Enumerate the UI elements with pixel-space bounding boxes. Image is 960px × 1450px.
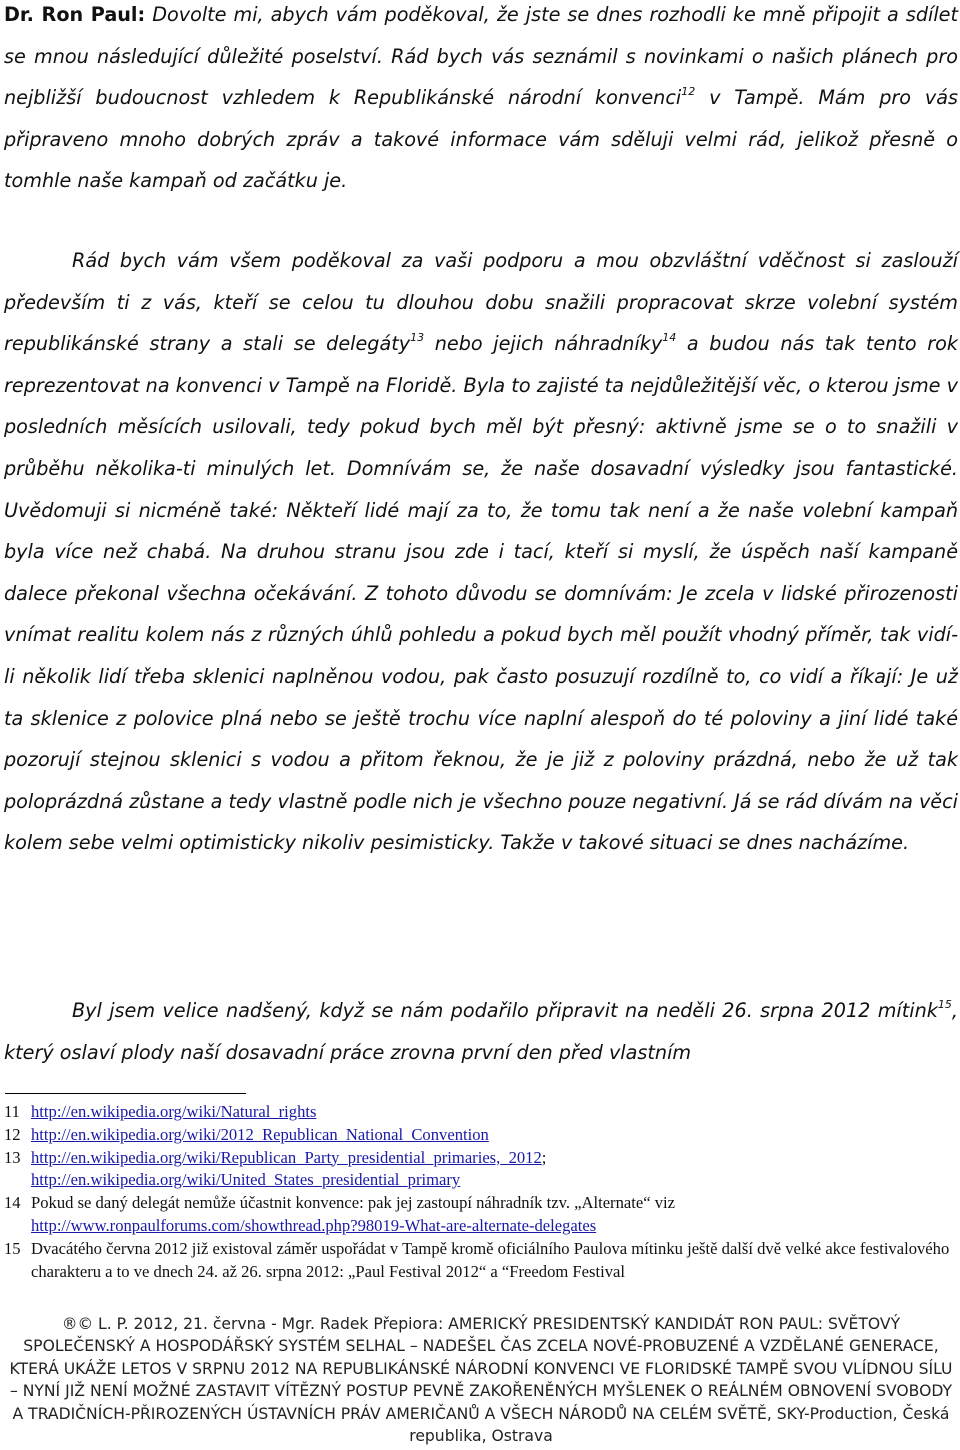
footnote-number: 11: [4, 1102, 20, 1121]
intro-paragraph: [4, 0, 958, 202]
footnote-13: [4, 1147, 958, 1193]
footnote-separator: [5, 1093, 246, 1094]
page-footer: ®© L. P. 2012, 21. června - Mgr. Radek Přepiora: AMERICKÝ PRESIDENTSKÝ KANDIDÁT RON PAUL: SVĚTOVÝ SPOLEČENSKÝ A HOSPODÁŘSKÝ SYSTÉM SELHAL – NADEŠEL ČAS ZCELA NOVÉ-PROBUZENÉ A VZDĚLANÉ GENERACE, KTERÁ UKÁŽE LETOS V SRPNU 2012 NA REPUBLIKÁNSKÉ NÁRODNÍ KONVENCI VE FLORIDSKÉ TAMPĚ SVOU VLÍDNOU SÍLU – NYNÍ JIŽ NENÍ MOŽNÉ ZASTAVIT VÍTĚZNÝ POSTUP PEVNĚ ZAKOŘENĚNÝCH MYŠLENEK O REÁLNÉM OBNOVENÍ SVOBODY A TRADIČNÍCH-PŘIROZENÝCH ÚSTAVNÍCH PRÁV AMERIČANŮ A VŠECH NÁRODŮ NA CELÉM SVĚTĚ, SKY-Production, Česká republika, Ostrava: [9, 1315, 953, 1446]
footnote-12: [4, 1124, 958, 1147]
footnote-link[interactable]: http://en.wikipedia.org/wiki/Natural_rights: [31, 1102, 317, 1121]
footnote-14: [4, 1192, 958, 1238]
footnotes: [4, 1101, 958, 1283]
footnote-number: 14: [4, 1193, 21, 1213]
footnote-link-2[interactable]: http://en.wikipedia.org/wiki/United_States_presidential_primary: [31, 1170, 461, 1190]
footnote-link[interactable]: http://en.wikipedia.org/wiki/2012_Republican_National_Convention: [31, 1124, 489, 1144]
footnote-number: 13: [4, 1147, 21, 1167]
footnote-separator-char: ;: [541, 1147, 547, 1167]
p2-text-a: Rád bych vám všem poděkoval za vaši podporu a mou obzvláštní vděčnost si zaslouží především ti z vás, kteří se celou tu dlouhou dobu snažili propracovat skrze volební systém republikánské strany a stali se delegáty: [4, 249, 958, 356]
footnote-link[interactable]: http://en.wikipedia.org/wiki/Republican_Party_presidential_primaries,_2012: [31, 1147, 542, 1167]
footnote-11: [4, 1101, 958, 1124]
intro-text-b: v Tampě. Mám pro vás připraveno mnoho dobrých zpráv a takové informace vám sděluji velmi rád, jelikož přesně o tomhle naše kampaň od začátku je.: [4, 86, 958, 193]
footnote-number: 12: [4, 1124, 21, 1144]
footnote-ref-13[interactable]: 13: [410, 331, 425, 345]
footnote-15: [4, 1238, 958, 1284]
p3-text-b: , který oslaví plody naší dosavadní práce zrovna první den před vlastním: [4, 999, 958, 1064]
footnote-text: Dvacátého června 2012 již existoval záměr uspořádat v Tampě kromě oficiálního Paulova mítinku ještě další dvě velké akce festivalového charakteru a to ve dnech 24. až 26. srpna 2012: „Paul Festival 2012“ a “Freedom Festival: [31, 1238, 950, 1281]
footnote-number: 15: [4, 1238, 21, 1258]
p2-text-c: a budou nás tak tento rok reprezentovat na konvenci v Tampě na Floridě. Byla to zajisté ta nejdůležitější věc, o kterou jsme v posledních měsících usilovali, tedy pokud bych měl být přesný: aktivně jsme se o to snažili v průběhu několika-ti minulých let. Domnívám se, že naše dosavadní výsledky jsou fantastické. Uvědomuji si nicméně také: Někteří lidé mají za to, že tomu tak není a že naše volební kampaň byla více než chabá. Na druhou stranu jsou zde i tací, kteří si myslí, že úspěch naší kampaně dalece překonal všechna očekávání. Z tohoto důvodu se domnívám: Je zcela v lidské přirozenosti vnímat realitu kolem nás z různých úhlů pohledu a pokud bych měl použít vhodný příměr, tak vidí-li několik lidí třeba sklenici naplněnou vodou, pak často posuzují rozdílně to, co vidí a říkají: Je už ta sklenice z polovice plná nebo se ještě trochu více naplní alespoň do té poloviny a jiní lidé také pozorují stejnou sklenici s vodou a přitom řeknou, že je již z poloviny prázdná, nebo že už tak poloprázdná zůstane a tedy vlastně podle nich je všechno pouze negativní. Já se rád dívám na věci kolem sebe velmi optimisticky nikoliv pesimisticky. Takže v takové situaci se dnes nacházíme.: [4, 332, 959, 855]
footnote-link[interactable]: http://www.ronpaulforums.com/showthread.php?98019-What-are-alternate-delegates: [31, 1215, 597, 1235]
footnote-ref-15[interactable]: 15: [937, 998, 952, 1011]
p3-text-a: Byl jsem velice nadšený, když se nám podařilo připravit na neděli 26. srpna 2012 mítink: [72, 999, 938, 1022]
body-paragraph-3: [4, 990, 958, 1073]
speaker-name: Dr. Ron Paul:: [4, 3, 146, 26]
body-paragraph-2: [4, 240, 958, 864]
footnote-ref-14[interactable]: 14: [662, 331, 677, 345]
footnote-ref-12[interactable]: 12: [681, 85, 696, 99]
p2-text-b: nebo jejich náhradníky: [424, 332, 663, 356]
intro-text-a: Dovolte mi, abych vám poděkoval, že jste se dnes rozhodli ke mně připojit a sdílet se mnou následující důležité poselství. Rád bych vás seznámil s novinkami o našich plánech pro nejbližší budoucnost vzhledem k Republikánské národní konvenci: [4, 3, 958, 110]
footnote-text: Pokud se daný delegát nemůže účastnit konvence: pak jej zastoupí náhradník tzv. „Alternate“ viz: [31, 1193, 676, 1213]
